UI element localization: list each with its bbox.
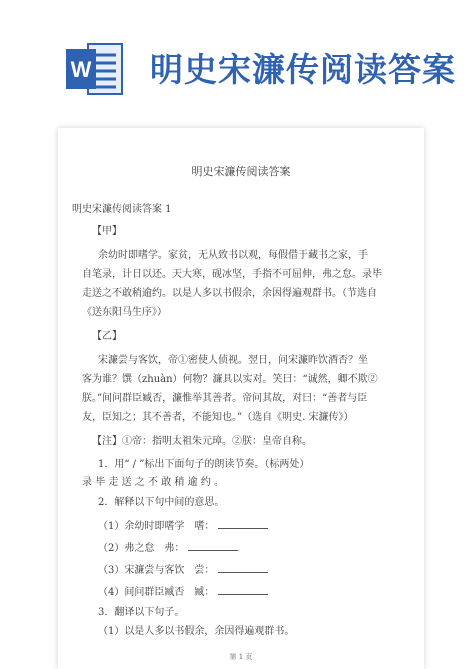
yi-line-1: 宋濂尝与客饮，帝①密使人侦视。翌日，问宋濂昨饮酒否？坐 [98,355,368,366]
q2-item-4: （4）间问群臣臧否 臧： [98,585,268,599]
q2-item-1: （1）余幼时即嗜学 嗜： [98,519,268,533]
banner-title: 明史宋濂传阅读答案 [150,50,456,89]
answer-blank [188,541,238,551]
q2-item-2: （2）弗之怠 弗： [98,541,238,555]
jia-line-4: 《送东阳马生序》） [82,307,167,318]
question-1: 1．用“ / ”标出下面句子的朗读节奏。（标两处） [98,459,310,470]
q3-item-1: （1）以是人多以书假余，余因得遍观群书。 [98,626,295,637]
yi-line-3: 朕。”间问群臣臧否，濂惟举其善者。帝问其故，对曰：“善者与臣 [82,393,368,404]
question-3: 3．翻译以下句子。 [98,607,185,618]
yi-line-2: 客为谁？馔（zhuàn）何物？濂具以实对。笑曰：“诚然，卿不欺② [82,374,378,385]
header-banner [0,0,474,120]
jia-line-2: 自笔录，计日以还。天大寒，砚冰坚，手指不可屈伸，弗之怠。录毕 [82,269,382,280]
svg-text:W: W [70,57,92,82]
section-jia-label: 【甲】 [92,226,122,237]
notes: 【注】①帝：指明太祖朱元璋。②朕：皇帝自称。 [92,436,312,447]
q2-item-3: （3）宋濂尝与客饮 尝： [98,563,268,577]
answer-blank [218,519,268,529]
document-title: 明史宋濂传阅读答案 [191,165,291,178]
yi-line-4: 友，臣知之；其不善者，不能知也。”（选自《明史. 宋濂传》） [82,412,354,423]
page-number: 第 1 页 [229,653,253,661]
document-subtitle: 明史宋濂传阅读答案 1 [72,204,172,215]
jia-line-3: 走送之不敢稍逾约。以是人多以书假余，余因得遍观群书。（节选自 [82,288,377,299]
answer-blank [218,563,268,573]
question-1-sentence: 录毕走送之不敢稍逾约。 [82,477,228,488]
section-yi-label: 【乙】 [92,331,122,342]
answer-blank [218,585,268,595]
word-doc-icon [66,42,124,96]
question-2: 2．解释以下句中间的意思。 [98,497,225,508]
document-page [58,128,424,669]
jia-line-1: 余幼时即嗜学。家贫，无从致书以观，每假借于藏书之家，手 [98,250,368,261]
